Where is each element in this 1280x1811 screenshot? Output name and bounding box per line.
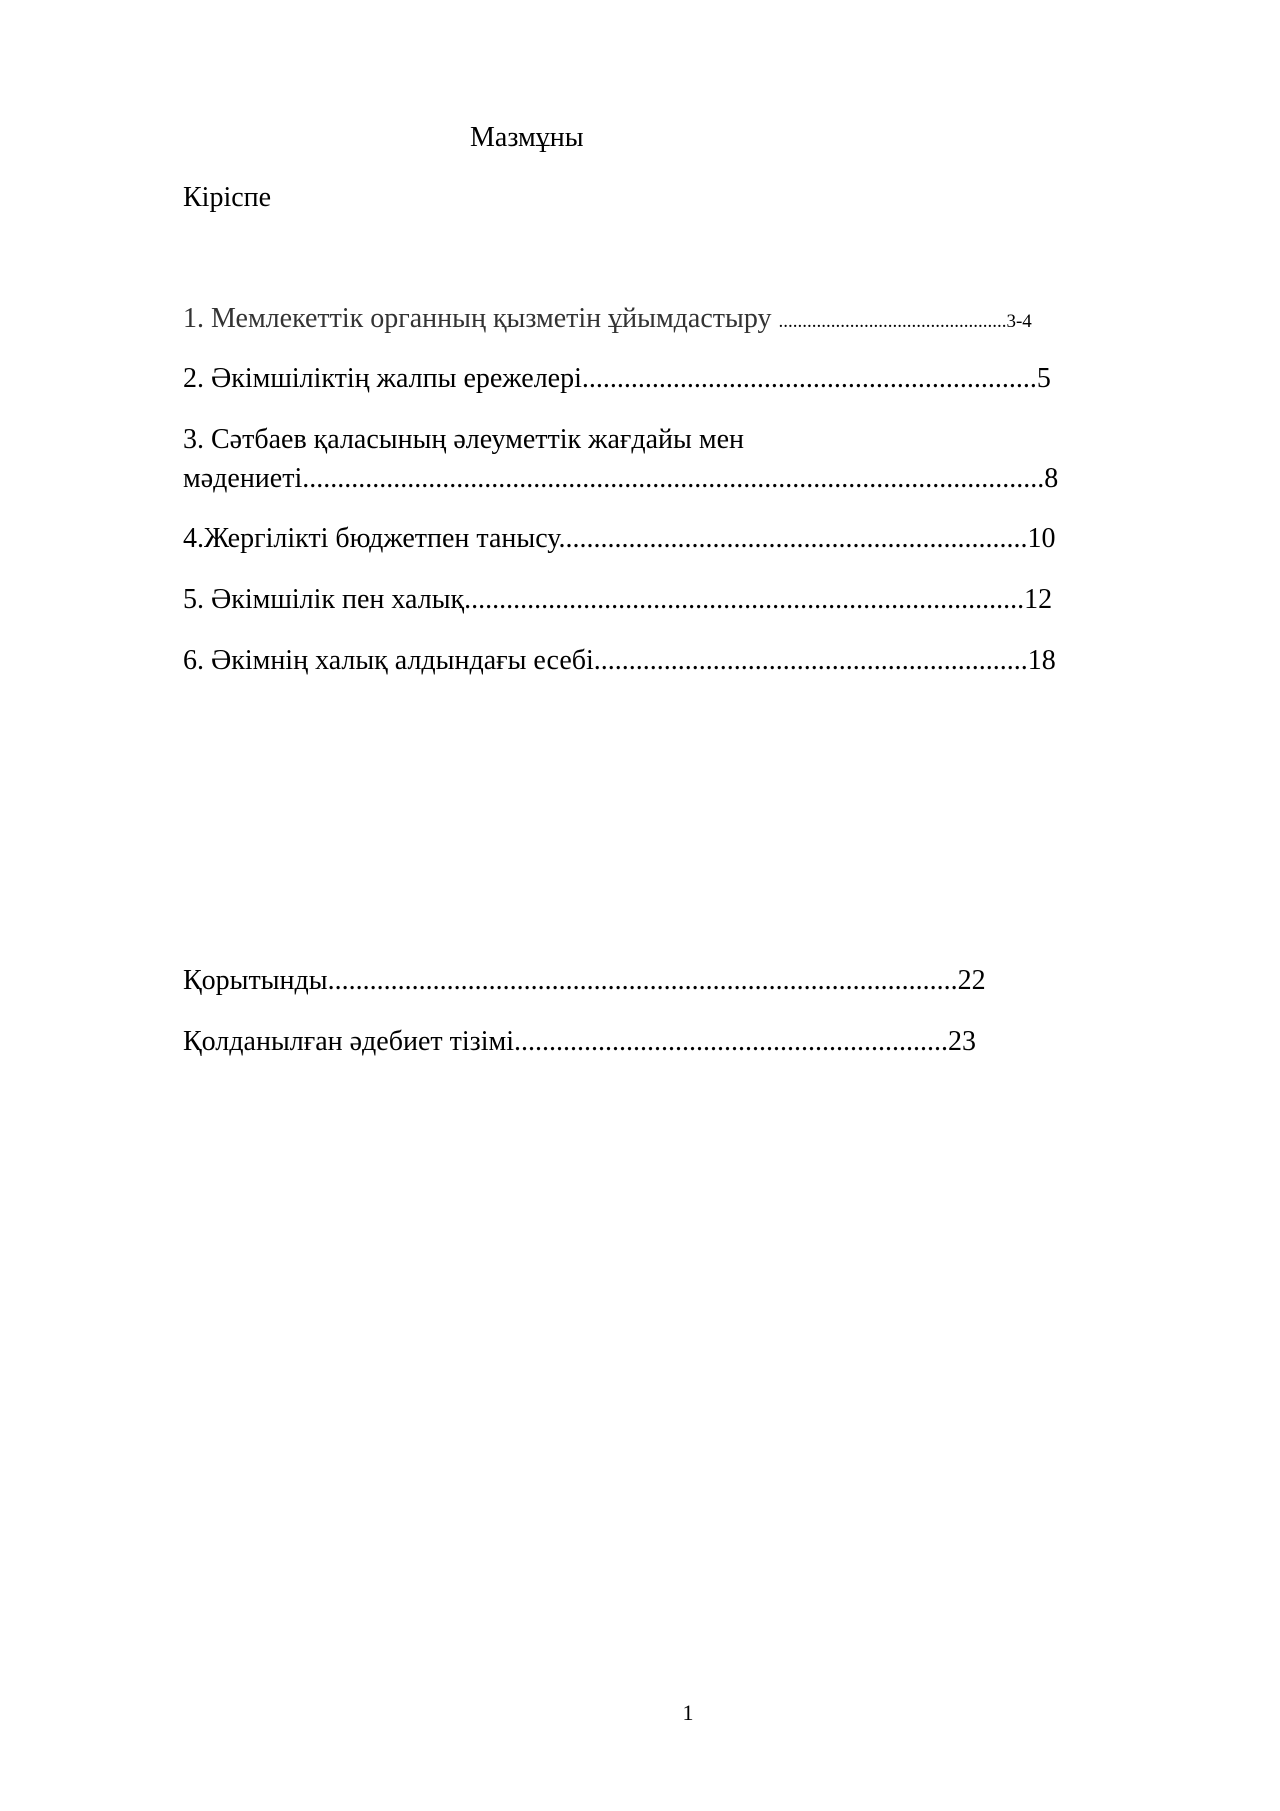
toc-entry-5: 5. Әкімшілік пен халық................................................................................12 (183, 584, 1053, 615)
toc-entry-6: 6. Әкімнің халық алдындағы есебі..............................................................18 (183, 645, 1056, 676)
toc-entry-4: 4.Жергілікті бюджетпен танысу...................................................................10 (183, 523, 1056, 554)
toc-intro: Кіріспе (183, 182, 272, 213)
toc-entry-2: 2. Әкімшіліктің жалпы ережелері.................................................................5 (183, 363, 1051, 394)
toc-entry-3-line-2: мәдениеті..........................................................................................................8 (183, 463, 1059, 494)
toc-entry-1-text: 1. Мемлекеттік органның қызметін ұйымдастыру (183, 303, 779, 334)
page-number: 1 (682, 1700, 694, 1725)
toc-entry-1-leader-page: ................................................3-4 (778, 311, 1032, 332)
toc-entry-3-line-1: 3. Сәтбаев қаласының әлеуметтік жағдайы мен (183, 424, 744, 455)
toc-conclusion: Қорытынды..........................................................................................22 (183, 965, 986, 996)
toc-title: Мазмұны (470, 122, 584, 153)
toc-entry-1 (183, 302, 1032, 339)
toc-references: Қолданылған әдебиет тізімі..............................................................23 (183, 1026, 976, 1057)
